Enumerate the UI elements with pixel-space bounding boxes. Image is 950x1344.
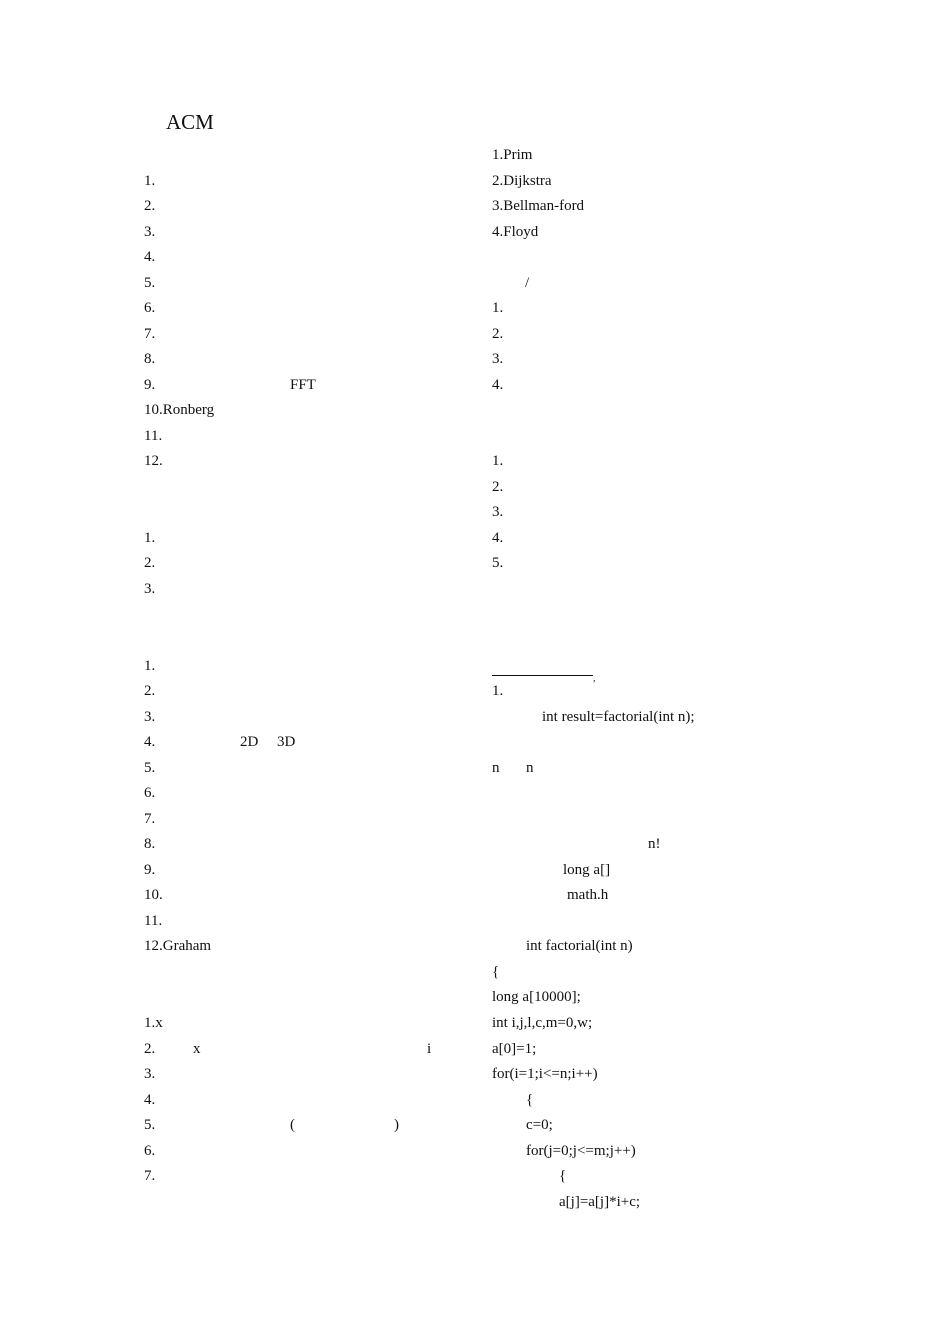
left-column-line: 9.	[144, 377, 156, 393]
left-column-line: )	[394, 1117, 399, 1133]
left-column-line: 3.	[144, 709, 156, 725]
left-column-line: 2.	[144, 198, 156, 214]
right-column-line: int factorial(int n)	[526, 938, 633, 954]
right-column-line: a[0]=1;	[492, 1041, 537, 1057]
left-column-line: 3D	[277, 734, 296, 750]
page-title: ACM	[166, 110, 214, 134]
right-column-line: 1.	[492, 453, 504, 469]
right-column-line: 2.	[492, 326, 504, 342]
left-column-line: 4.	[144, 249, 156, 265]
right-column-line: n	[526, 760, 534, 776]
right-column-line: a[j]=a[j]*i+c;	[559, 1194, 641, 1210]
right-column-line: for(i=1;i<=n;i++)	[492, 1066, 598, 1082]
left-column-line: 4.	[144, 1092, 156, 1108]
right-column-line: 5.	[492, 555, 504, 571]
right-column-line: 1.	[492, 300, 504, 316]
right-column-line: 1.Prim	[492, 147, 533, 163]
left-column-line: 6.	[144, 785, 156, 801]
right-column-line: int i,j,l,c,m=0,w;	[492, 1015, 593, 1031]
left-column-line: 9.	[144, 862, 156, 878]
left-column-line: FFT	[290, 377, 316, 393]
left-column-line: 1.	[144, 173, 156, 189]
right-column-line: 4.	[492, 377, 504, 393]
left-column-line: (	[290, 1117, 295, 1133]
left-column-line: 7.	[144, 811, 156, 827]
right-column-line: 2.Dijkstra	[492, 173, 552, 189]
underline-rule	[492, 675, 593, 676]
left-column-line: 4.	[144, 734, 156, 750]
left-column-line: 2.	[144, 683, 156, 699]
right-column-line: int result=factorial(int n);	[542, 709, 695, 725]
right-column-line: 3.	[492, 351, 504, 367]
left-column-line: 6.	[144, 300, 156, 316]
left-column-line: 11.	[144, 428, 163, 444]
rule-mark: ,	[593, 673, 596, 684]
left-column-line: 5.	[144, 275, 156, 291]
left-column-line: 6.	[144, 1143, 156, 1159]
right-column-line: 2.	[492, 479, 504, 495]
right-column-line: {	[492, 964, 500, 980]
left-column-line: 10.Ronberg	[144, 402, 215, 418]
left-column-line: 2D	[240, 734, 259, 750]
left-column-line: 3.	[144, 1066, 156, 1082]
left-column-line: 12.	[144, 453, 163, 469]
left-column-line: 1.	[144, 658, 156, 674]
left-column-line: x	[193, 1041, 201, 1057]
left-column-line: 7.	[144, 326, 156, 342]
right-column-line: 3.	[492, 504, 504, 520]
left-column-line: 2.	[144, 555, 156, 571]
left-column-line: 11.	[144, 913, 163, 929]
left-column-line: 5.	[144, 760, 156, 776]
left-column-line: 12.Graham	[144, 938, 212, 954]
left-column-line: 3.	[144, 224, 156, 240]
left-column-line: i	[427, 1041, 432, 1057]
left-column-line: 10.	[144, 887, 163, 903]
right-column-line: n	[492, 760, 500, 776]
right-column-line: for(j=0;j<=m;j++)	[526, 1143, 636, 1159]
right-column-line: long a[10000];	[492, 989, 581, 1005]
left-column-line: 1.x	[144, 1015, 163, 1031]
left-column-line: 5.	[144, 1117, 156, 1133]
right-column-line: 4.	[492, 530, 504, 546]
right-column-line: n!	[648, 836, 661, 852]
right-column-line: {	[559, 1168, 567, 1184]
right-column-line: /	[525, 275, 530, 291]
left-column-line: 7.	[144, 1168, 156, 1184]
right-column-line: c=0;	[526, 1117, 553, 1133]
right-column-line: long a[]	[563, 862, 611, 878]
right-column-line: 1.	[492, 683, 504, 699]
left-column-line: 8.	[144, 351, 156, 367]
right-column-line: 3.Bellman-ford	[492, 198, 585, 214]
left-column-line: 3.	[144, 581, 156, 597]
left-column-line: 2.	[144, 1041, 156, 1057]
right-column-line: 4.Floyd	[492, 224, 539, 240]
left-column-line: 8.	[144, 836, 156, 852]
right-column-line: math.h	[567, 887, 609, 903]
left-column-line: 1.	[144, 530, 156, 546]
right-column-line: {	[526, 1092, 534, 1108]
